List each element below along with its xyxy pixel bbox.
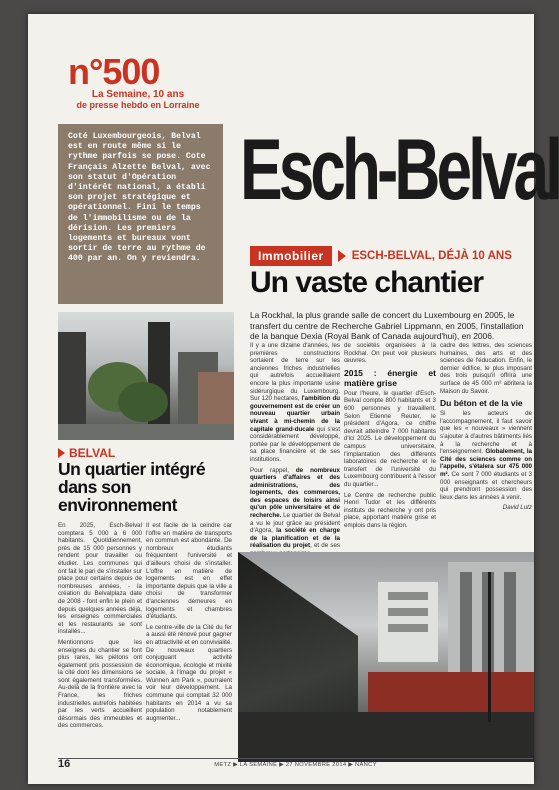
rubric-tag: Immobilier	[250, 246, 332, 266]
issue-number: n°500	[68, 51, 160, 92]
article-lead: La Rockhal, la plus grande salle de concert du Luxembourg en 2005, le transfert du centre de Recherche Gabriel Lippmann, en 2005, l'installation de la banque Dexia (Royal Bank of Canada aujourd'hui), en 2006.	[250, 310, 524, 342]
page-title: Esch-Belval	[240, 120, 559, 218]
masthead-line2: de presse hebdo en Lorraine	[76, 100, 200, 110]
article-headline: Un vaste chantier	[250, 266, 484, 299]
belval-headline: Un quartier intégré dans son environnement	[58, 459, 206, 515]
belval-tag	[58, 446, 115, 460]
subhead-beton: Du béton et de la vie	[440, 398, 523, 409]
body-column-3: Il y a une dizaine d'années, les premières constructions sortaient de terre sur les anciennes friches industrielles qui autrefois accueillaient encore la plus importante usine sidérurgique du Luxembourg. Sur 120 hectares, l'ambition du gouvernement est de créer un nouveau quartier urbain vivant à mi-chemin de la capitale grand-ducale qui s'est considérablement développé, portée par le développement de sa place financière et de ses institutions. Pour rappel, de nombreux quartiers d'affaires et des administrations, des logements, des commerces, des espaces de loisirs ainsi qu'un pôle universitaire et de recherche. Le quartier de Belval a vu le jour grâce au président d'Agora, la société en charge de la planification et de la réalisation du projet, et de ses	[250, 342, 340, 550]
body-column-4: de sociétés organisées à la Rockhal. On peut voir plusieurs œuvres. 2015 : énergie et matière grise Pour l'heure, le quartier d'Esch-Belval compte 800 habitants et 3 600 personnes y travaillent. Selon Etienne Reuter, le président d'Agora, ce chiffre devrait atteindre 7 000 habitants d'ici 2025. Le développement du campus universitaire, l'implantation des différents laboratoires de recherche et le transfert de l'université du Luxembourg contribuent à l'essor du quartier... Le Centre de recherche public Henri Tudor et les différents instituts de recherche y ont pris place, apportant matière grise et emplois dans la région.	[344, 342, 436, 529]
belval-tag-label: BELVAL	[69, 446, 116, 460]
intro-box: Coté Luxembourgeois, Belval est en route même si le rythme parfois se pose. Cote Français Alzette Belval, avec son statut d'Opération d'intérêt national, a établi son projet stratégique et opérationnel. Fini le temps de l'immobilisme ou de la dérision. Les premiers logements et bureaux vont sortir de terre au rythme de 400 par an. On y reviendra.	[58, 124, 223, 304]
body-column-2: Il est facile de la ceindre car l'offre en matière de transports en commun est abondante. De nombreux étudiants fréquentent l'université et d'ailleurs choisi de s'installer. L'offre en matière de logements est en effet importante depuis que la ville a choisi de transformer d'anciennes demeures en logements et chambres d'étudiants. Le centre-ville de la Cité du fer a aussi été rénové pour gagner en attractivité et en convivialité. De nouveaux quartiers conjuguant activité économique, écologie et mixité sociale, à l'image du projet « Wunnen am Park », pourraient voir leur développement. La commune qui comptait 32 000 habitants en 2014 a vu sa population notablement augmenter...	[146, 522, 232, 722]
masthead-line1: La Semaine, 10 ans	[91, 89, 185, 100]
photo-esch-belval-site	[238, 552, 534, 762]
body-column-5: cadre des lettres, des sciences humaines, des arts et des sciences de l'éducation. Enfin, le dernier édifice, le plus imposant des trois puisqu'il offrira une surface de 45 000 m² abritera la Maison du Savoir. Du béton et de la vie Si les acteurs de l'accompagnement, il faut savoir que les « nouveaux » viennent s'ajouter à d'autres bâtiments liés à la recherche et à l'enseignement. Globalement, la Cité des sciences comme on l'appelle, s'étalera sur 475 000 m². Ce sont 7 000 étudiants et 3 000 enseignants et chercheurs qui prendront possession des lieux dans les années à venir. David Lutz	[440, 342, 532, 512]
arrow-icon	[338, 250, 346, 262]
photo-belval-buildings	[58, 312, 234, 440]
rubric-text: ESCH-BELVAL, DÉJÀ 10 ANS	[351, 250, 512, 262]
subhead-2015: 2015 : énergie et matière grise	[344, 367, 436, 388]
newspaper-page	[28, 14, 559, 784]
footer-edition: METZ ▶ LA SEMAINE ▶ 27 NOVEMBRE 2014 ▶ NANCY	[214, 762, 377, 768]
byline: David Lutz	[502, 504, 532, 512]
page-number: 16	[58, 758, 71, 770]
rubric	[250, 246, 512, 266]
body-column-1: En 2025, Esch-Belval comptera 5 000 à 6 000 habitants. Quotidiennement, près de 15 000 personnes y rendent pour travailler ou étudier. Les communes qui ont fait le pari de s'installer sur place pour certains depuis de nombreuses années, - la création du Belvalplaza date de 2008 - font enfin le plein et depuis quelques années déjà, les enseignes commerciales et les restaurants se sont installés... Mentionnons que les enseignes du chantier se font plus rares, les piétons ont également pris possession de la cité dont les dimensions se sont également transformées. Au-delà de la frontière avec la France, les friches industrielles autrefois habitées par les verts accueillent désormais des immeubles et des commerces.	[58, 522, 142, 730]
arrow-icon	[58, 448, 65, 458]
masthead	[68, 51, 208, 110]
page-footer	[58, 758, 533, 771]
